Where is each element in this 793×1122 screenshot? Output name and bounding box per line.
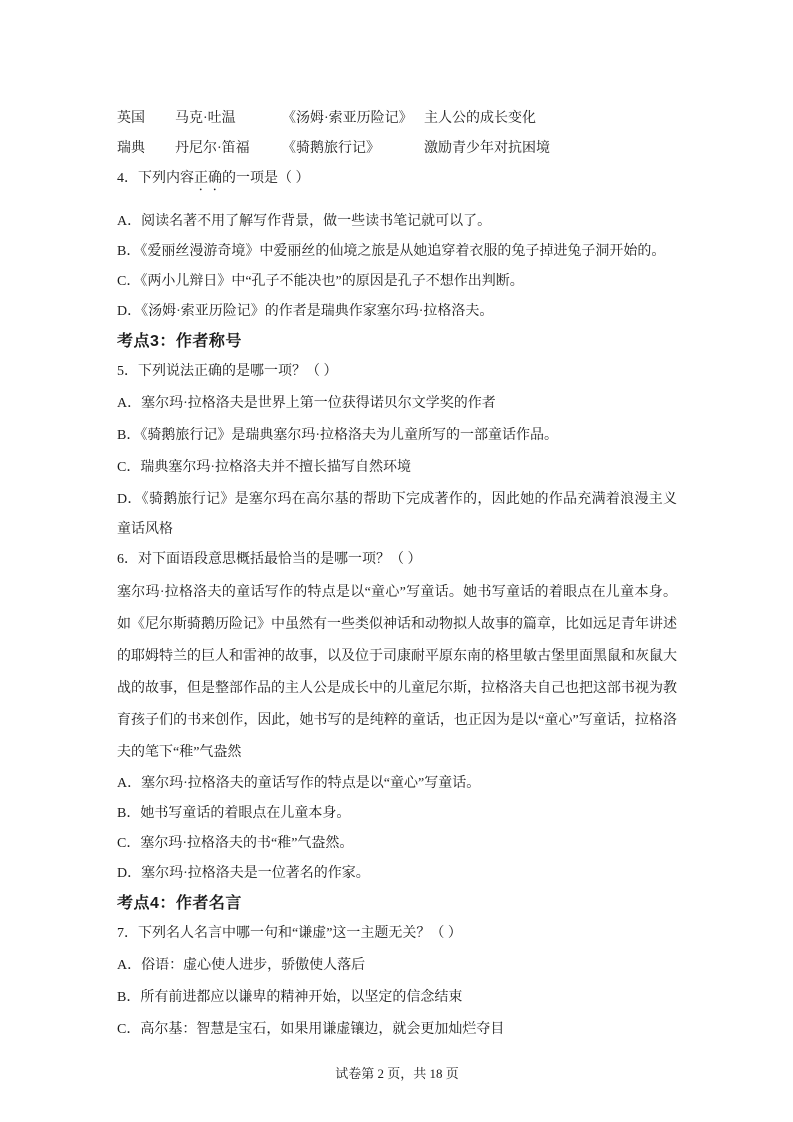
question-6-option-a: A．塞尔玛·拉格洛夫的童话写作的特点是以“童心”写童话。 [117, 776, 481, 791]
question-7-option-a: A．俗语：虚心使人进步，骄傲使人落后 [117, 958, 366, 973]
question-5-stem: 5．下列说法正确的是哪一项？（ ） [117, 364, 338, 379]
author-cell: 丹尼尔·笛福 [175, 141, 250, 156]
question-5-option-a: A．塞尔玛·拉格洛夫是世界上第一位获得诺贝尔文学奖的作者 [117, 396, 496, 411]
page-footer: 试卷第 2 页，共 18 页 [335, 1066, 459, 1081]
question-7-option-b: B．所有前进都应以谦卑的精神开始，以坚定的信念结束 [117, 990, 463, 1005]
question-4-option-d: D．《汤姆·索亚历险记》的作者是瑞典作家塞尔玛·拉格洛夫。 [117, 304, 494, 319]
question-6-option-b: B．她书写童话的着眼点在儿童本身。 [117, 806, 351, 821]
book-title-cell: 《骑鹅旅行记》 [282, 141, 380, 156]
question-7-stem: 7．下列名人名言中哪一句和“谦虚”这一主题无关？（ ） [117, 926, 462, 941]
question-4-stem-suffix: 的一项是（ ） [222, 171, 310, 186]
question-4-option-a: A．阅读名著不用了解写作背景，做一些读书笔记就可以了。 [117, 214, 492, 229]
question-5-option-b: B．《骑鹅旅行记》是瑞典塞尔玛·拉格洛夫为儿童所写的一部童话作品。 [117, 428, 558, 443]
book-title-cell: 《汤姆·索亚历险记》 [282, 111, 413, 126]
question-7-option-c: C．高尔基：智慧是宝石，如果用谦虚镶边，就会更加灿烂夺目 [117, 1022, 505, 1037]
emphasis-marked-text: 正确 [194, 171, 222, 186]
question-4-option-c: C．《两小儿辩日》中“孔子不能决也”的原因是孔子不想作出判断。 [117, 274, 524, 289]
theme-cell: 主人公的成长变化 [424, 111, 536, 126]
question-6-option-d: D．塞尔玛·拉格洛夫是一位著名的作家。 [117, 866, 370, 881]
author-cell: 马克·吐温 [175, 111, 236, 126]
question-5-option-c: C．瑞典塞尔玛·拉格洛夫并不擅长描写自然环境 [117, 460, 411, 475]
section-heading-3: 考点3：作者称号 [117, 333, 242, 350]
country-cell: 英国 [117, 111, 145, 126]
question-5-option-d: D．《骑鹅旅行记》是塞尔玛在高尔基的帮助下完成著作的，因此她的作品充满着浪漫主义童话风格 [117, 492, 677, 537]
book-table-row [117, 104, 677, 134]
book-table-row [117, 134, 677, 164]
question-4-stem [117, 164, 677, 194]
page-content [117, 0, 677, 1045]
country-cell: 瑞典 [117, 141, 145, 156]
question-6-option-c: C．塞尔玛·拉格洛夫的书“稚”气盎然。 [117, 836, 354, 851]
question-6-stem: 6．对下面语段意思概括最恰当的是哪一项？（ ） [117, 552, 422, 567]
question-6-passage: 塞尔玛·拉格洛夫的童话写作的特点是以“童心”写童话。她书写童话的着眼点在儿童本身。如《尼尔斯骑鹅历险记》中虽然有一些类似神话和动物拟人故事的篇章，比如远足青年讲述的耶姆特兰的巨人和雷神的故事，以及位于司康耐平原东南的格里敏古堡里面黑鼠和灰鼠大战的故事，但是整部作品的主人公是成长中的儿童尼尔斯，拉格洛夫自己也把这部书视为教育孩子们的书来创作，因此，她书写的是纯粹的童话，也正因为是以“童心”写童话，拉格洛夫的笔下“稚”气盎然 [117, 585, 677, 760]
section-heading-4: 考点4：作者名言 [117, 895, 242, 912]
theme-cell: 激励青少年对抗困境 [424, 141, 550, 156]
question-4-option-b: B．《爱丽丝漫游奇境》中爱丽丝的仙境之旅是从她追穿着衣服的兔子掉进兔子洞开始的。 [117, 244, 666, 259]
question-4-stem-prefix: 4．下列内容 [117, 171, 194, 186]
